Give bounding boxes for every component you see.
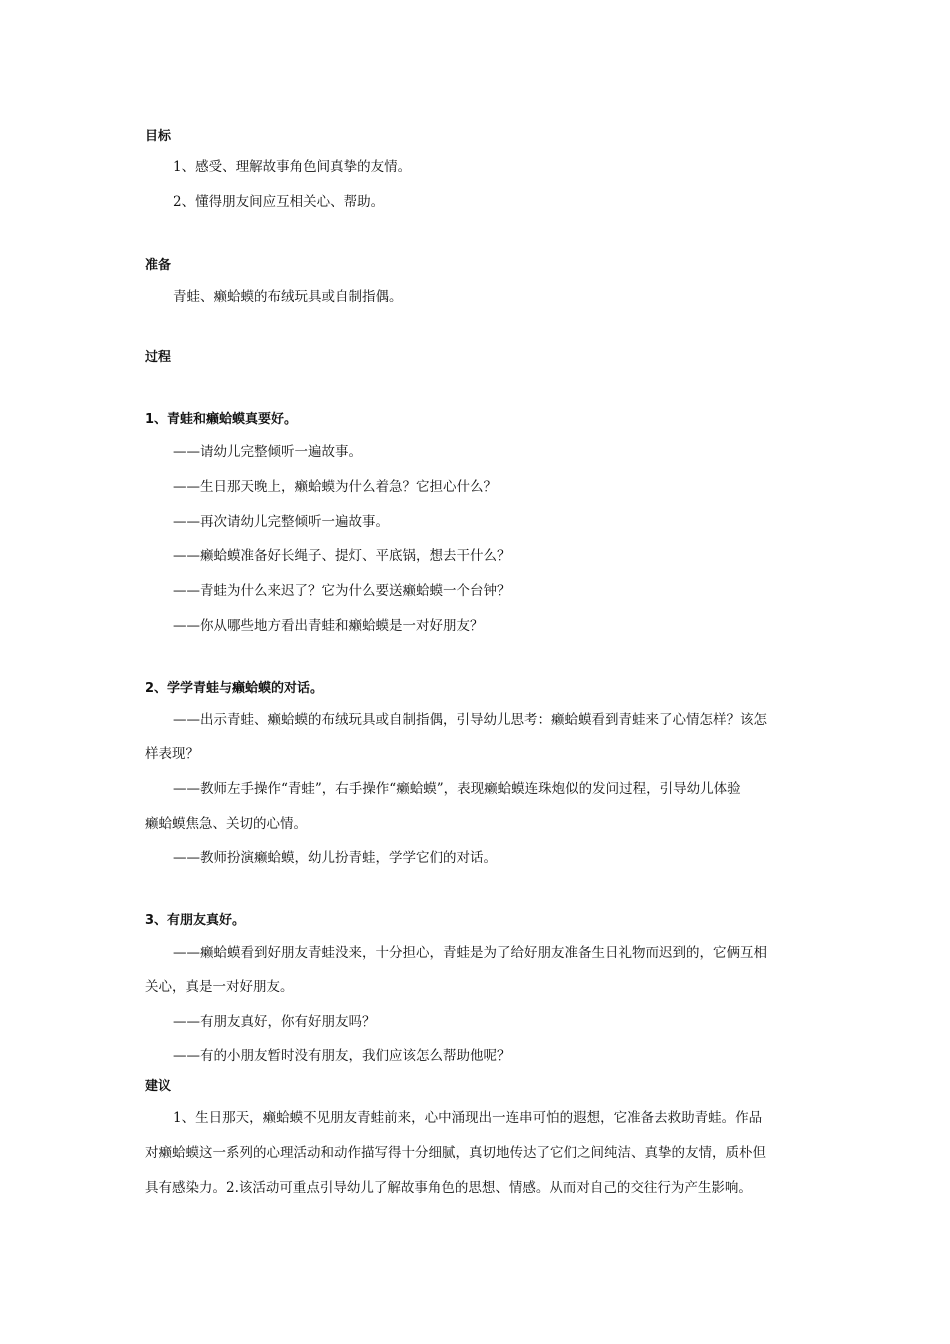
preparation-text: 青蛙、癞蛤蟆的布绒玩具或自制指偶。 — [173, 289, 403, 305]
step1-line: ——青蛙为什么来迟了？它为什么要送癞蛤蟆一个台钟？ — [173, 583, 511, 599]
step1-title: 1、青蛙和癞蛤蟆真要好。 — [145, 412, 298, 427]
step1-line: ——癞蛤蟆准备好长绳子、提灯、平底锅，想去干什么？ — [173, 548, 511, 564]
step2-line: 癞蛤蟆焦急、关切的心情。 — [145, 816, 307, 832]
step1-line: ——请幼儿完整倾听一遍故事。 — [173, 444, 362, 460]
step3-title: 3、有朋友真好。 — [145, 913, 246, 928]
step1-line: ——生日那天晚上，癞蛤蟆为什么着急？它担心什么？ — [173, 479, 497, 495]
process-heading: 过程 — [145, 350, 172, 365]
goals-heading: 目标 — [145, 129, 172, 144]
goal-item: 1、感受、理解故事角色间真挚的友情。 — [173, 159, 412, 175]
goal-item: 2、懂得朋友间应互相关心、帮助。 — [173, 194, 385, 210]
step2-line: ——教师左手操作“青蛙”，右手操作“癞蛤蟆”，表现癞蛤蟆连珠炮似的发问过程，引导幼儿体验 — [173, 781, 741, 797]
suggestion-line: 具有感染力。2.该活动可重点引导幼儿了解故事角色的思想、情感。从而对自己的交往行为产生影响。 — [145, 1180, 752, 1196]
step3-line: ——有的小朋友暂时没有朋友，我们应该怎么帮助他呢？ — [173, 1048, 511, 1064]
step3-line: 关心，真是一对好朋友。 — [145, 979, 294, 995]
step2-line: 样表现？ — [145, 746, 199, 762]
suggestion-line: 1、生日那天，癞蛤蟆不见朋友青蛙前来，心中涌现出一连串可怕的遐想，它准备去救助青蛙。作品 — [173, 1110, 763, 1126]
step3-line: ——有朋友真好，你有好朋友吗？ — [173, 1014, 376, 1030]
step2-line: ——出示青蛙、癞蛤蟆的布绒玩具或自制指偶，引导幼儿思考：癞蛤蟆看到青蛙来了心情怎样？该怎 — [173, 712, 767, 728]
suggestion-line: 对癞蛤蟆这一系列的心理活动和动作描写得十分细腻，真切地传达了它们之间纯洁、真挚的友情，质朴但 — [145, 1145, 766, 1161]
preparation-heading: 准备 — [145, 258, 172, 273]
step1-line: ——你从哪些地方看出青蛙和癞蛤蟆是一对好朋友？ — [173, 618, 484, 634]
step2-title: 2、学学青蛙与癞蛤蟆的对话。 — [145, 681, 324, 696]
step3-line: ——癞蛤蟆看到好朋友青蛙没来，十分担心，青蛙是为了给好朋友准备生日礼物而迟到的，它俩互相 — [173, 945, 767, 961]
suggestions-heading: 建议 — [145, 1079, 172, 1094]
step1-line: ——再次请幼儿完整倾听一遍故事。 — [173, 514, 389, 530]
step2-line: ——教师扮演癞蛤蟆，幼儿扮青蛙，学学它们的对话。 — [173, 850, 497, 866]
